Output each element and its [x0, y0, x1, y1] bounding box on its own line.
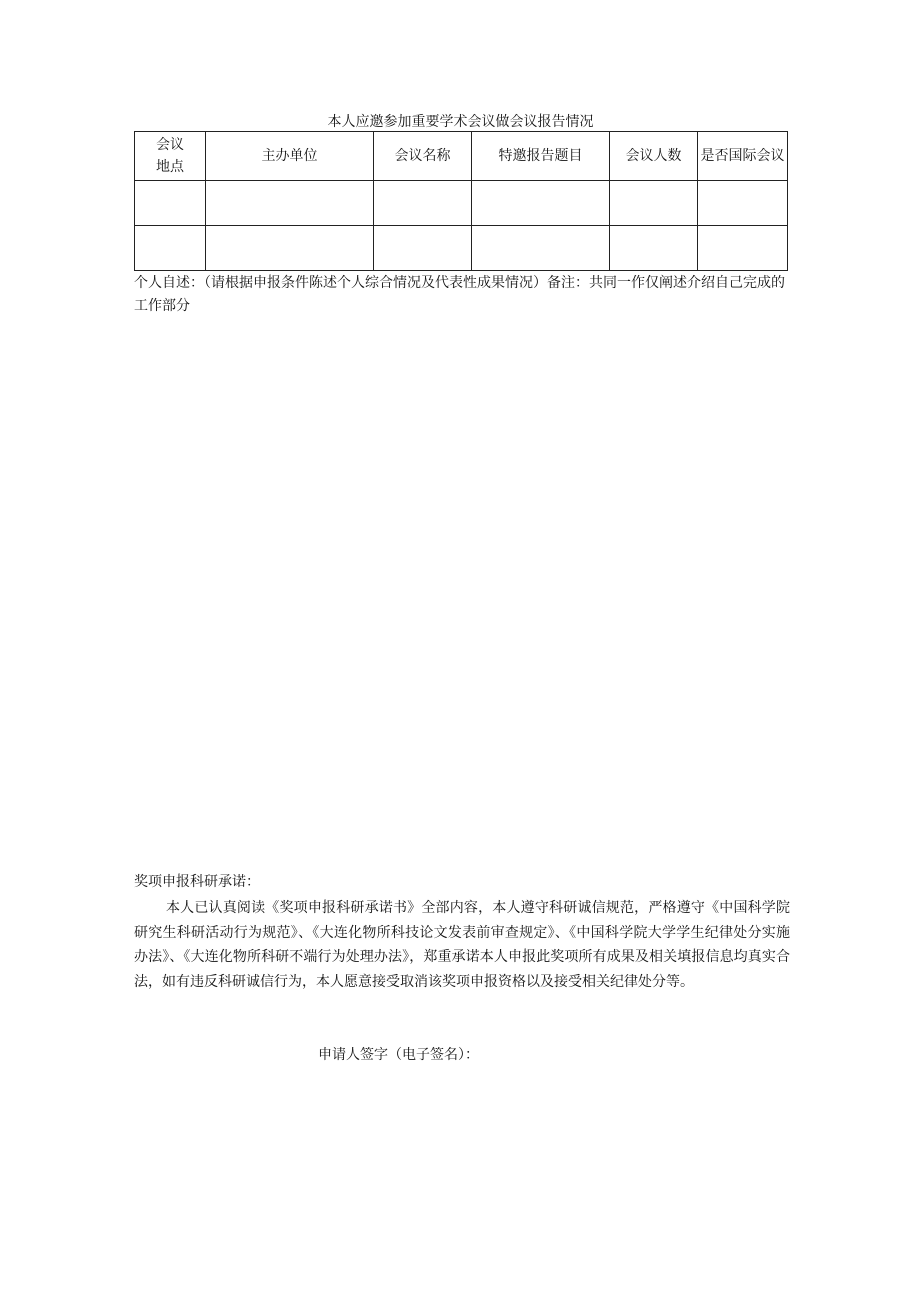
table-cell[interactable] [206, 226, 374, 271]
header-attendee-count: 会议人数 [610, 132, 698, 181]
applicant-signature-label: 申请人签字（电子签名）： [318, 1047, 479, 1063]
table-cell[interactable] [610, 181, 698, 226]
header-venue: 会议 地点 [135, 132, 206, 181]
self-description-note: 备注：共同一作仅阐述介绍自己完成的工作部分 [134, 275, 785, 314]
table-cell[interactable] [472, 226, 610, 271]
table-cell[interactable] [610, 226, 698, 271]
table-cell[interactable] [135, 181, 206, 226]
table-cell[interactable] [206, 181, 374, 226]
research-promise-title: 奖项申报科研承诺： [134, 874, 260, 890]
table-cell[interactable] [698, 226, 788, 271]
conference-report-table [134, 131, 788, 271]
research-promise-body: 本人已认真阅读《奖项申报科研承诺书》全部内容，本人遵守科研诚信规范，严格遵守《中国科学院研究生科研活动行为规范》、《大连化物所科技论文发表前审查规定》、《中国科学院大学学生纪律处分实施办法》、《大连化物所科研不端行为处理办法》，郑重承诺本人申报此奖项所有成果及相关填报信息均真实合法，如有违反科研诚信行为，本人愿意接受取消该奖项申报资格以及接受相关纪律处分等。 [134, 900, 790, 990]
self-description-label: 个人自述：（请根据申报条件陈述个人综合情况及代表性成果情况） [134, 275, 547, 291]
self-description-section [134, 272, 790, 318]
table-row [135, 181, 788, 226]
table-cell[interactable] [698, 181, 788, 226]
conference-table-title: 本人应邀参加重要学术会议做会议报告情况 [327, 114, 594, 130]
header-is-international: 是否国际会议 [698, 132, 788, 181]
table-row [135, 226, 788, 271]
table-cell[interactable] [135, 226, 206, 271]
table-cell[interactable] [374, 181, 472, 226]
table-cell[interactable] [374, 226, 472, 271]
header-host-org: 主办单位 [206, 132, 374, 181]
table-header-row [135, 132, 788, 181]
header-conference-name: 会议名称 [374, 132, 472, 181]
table-cell[interactable] [472, 181, 610, 226]
header-invited-talk-title: 特邀报告题目 [472, 132, 610, 181]
